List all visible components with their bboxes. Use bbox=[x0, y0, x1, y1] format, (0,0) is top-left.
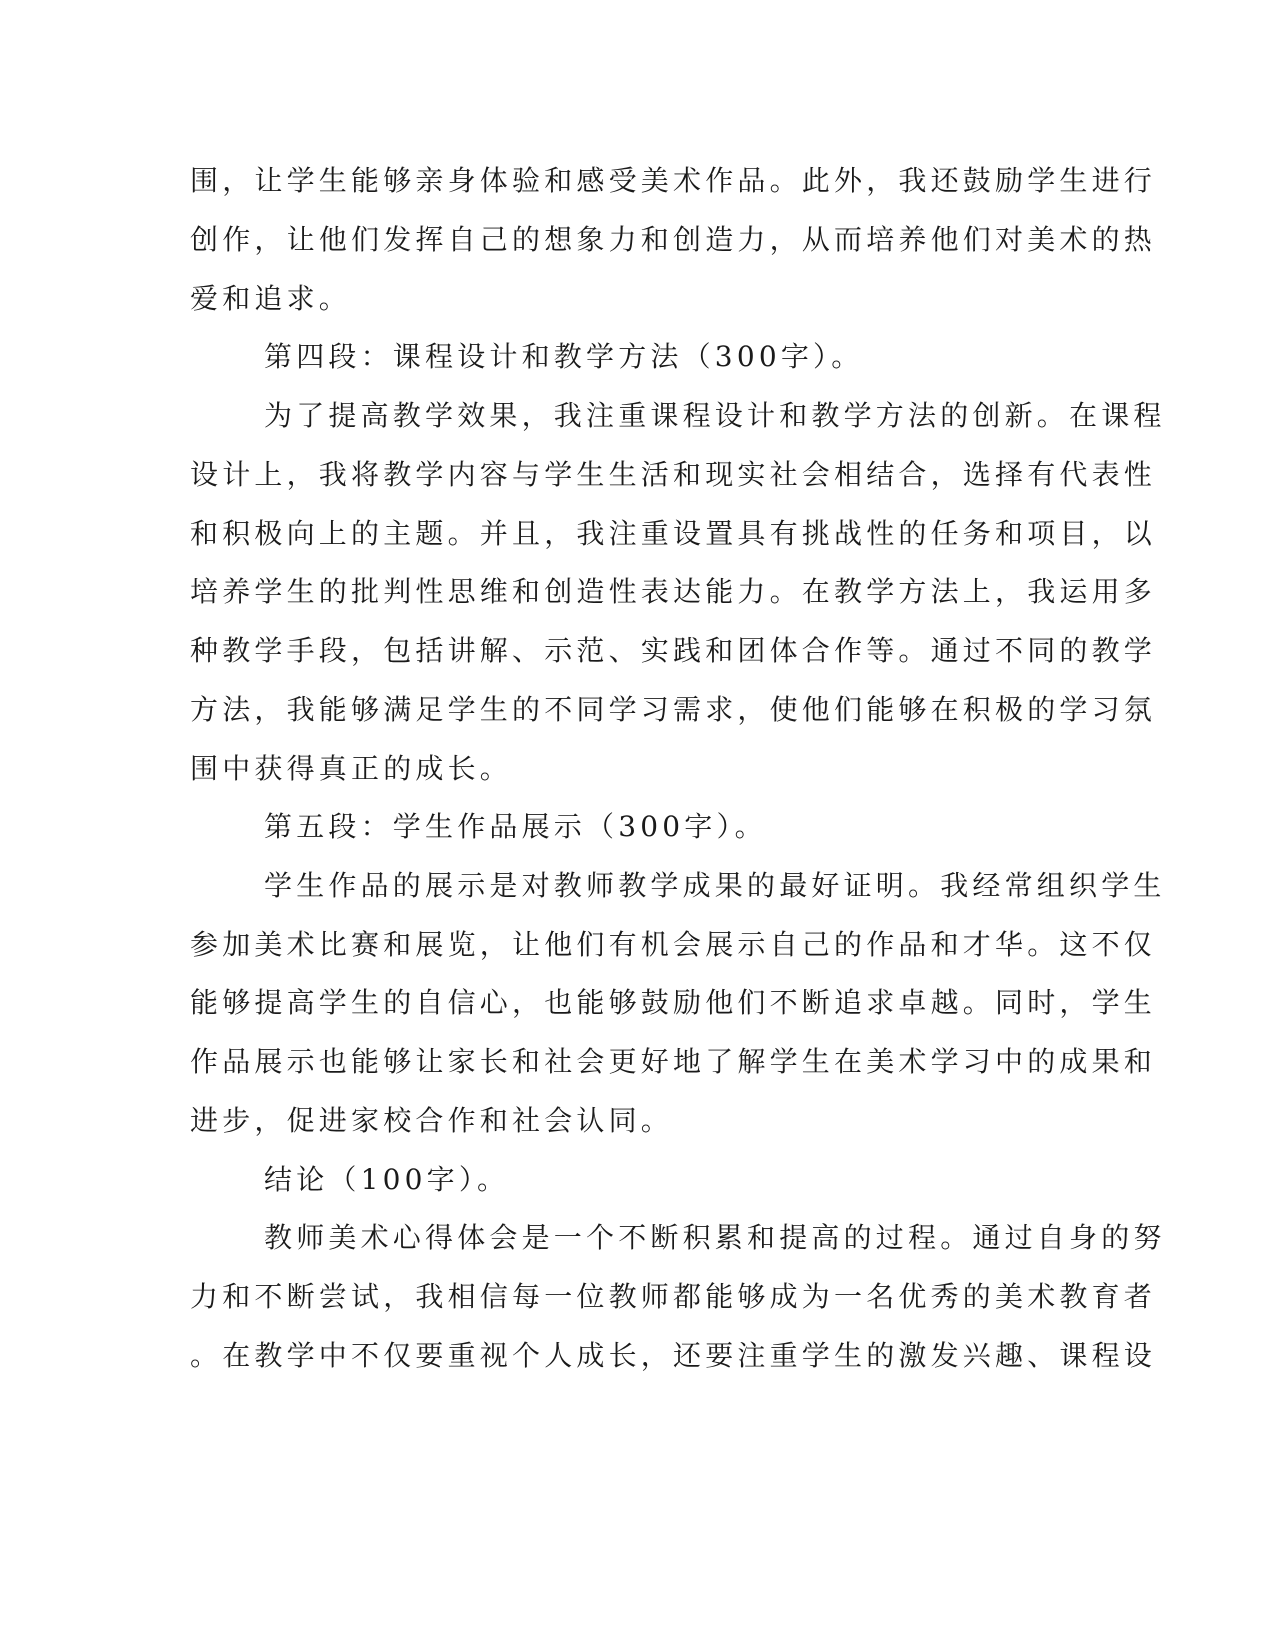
text-line: 爱和追求。 bbox=[190, 282, 352, 315]
text-line: 围，让学生能够亲身体验和感受美术作品。此外，我还鼓励学生进行 bbox=[190, 164, 1157, 197]
text-line: 种教学手段，包括讲解、示范、实践和团体合作等。通过不同的教学 bbox=[190, 634, 1157, 667]
text-line: 方法，我能够满足学生的不同学习需求，使他们能够在积极的学习氛 bbox=[190, 693, 1157, 726]
text-line: 为了提高教学效果，我注重课程设计和教学方法的创新。在课程 bbox=[264, 399, 1166, 432]
text-line: 学生作品的展示是对教师教学成果的最好证明。我经常组织学生 bbox=[264, 869, 1166, 902]
text-line: 创作，让他们发挥自己的想象力和创造力，从而培养他们对美术的热 bbox=[190, 223, 1157, 256]
text-line: 设计上，我将教学内容与学生生活和现实社会相结合，选择有代表性 bbox=[190, 458, 1157, 491]
text-line: 力和不断尝试，我相信每一位教师都能够成为一名优秀的美术教育者 bbox=[190, 1280, 1157, 1313]
text-line: 和积极向上的主题。并且，我注重设置具有挑战性的任务和项目，以 bbox=[190, 517, 1157, 550]
text-line: 进步，促进家校合作和社会认同。 bbox=[190, 1104, 674, 1137]
text-line: 参加美术比赛和展览，让他们有机会展示自己的作品和才华。这不仅 bbox=[190, 928, 1157, 961]
section-heading-4: 第四段：课程设计和教学方法（300字）。 bbox=[264, 340, 864, 373]
text-line: 作品展示也能够让家长和社会更好地了解学生在美术学习中的成果和 bbox=[190, 1045, 1157, 1078]
text-line: 教师美术心得体会是一个不断积累和提高的过程。通过自身的努 bbox=[264, 1221, 1166, 1254]
text-line: 围中获得真正的成长。 bbox=[190, 752, 513, 785]
section-heading-5: 第五段：学生作品展示（300字）。 bbox=[264, 810, 767, 843]
text-line: 。在教学中不仅要重视个人成长，还要注重学生的激发兴趣、课程设 bbox=[190, 1339, 1157, 1372]
text-line: 培养学生的批判性思维和创造性表达能力。在教学方法上，我运用多 bbox=[190, 575, 1157, 608]
text-line: 能够提高学生的自信心，也能够鼓励他们不断追求卓越。同时，学生 bbox=[190, 986, 1157, 1019]
section-heading-conclusion: 结论（100字）。 bbox=[264, 1163, 510, 1196]
